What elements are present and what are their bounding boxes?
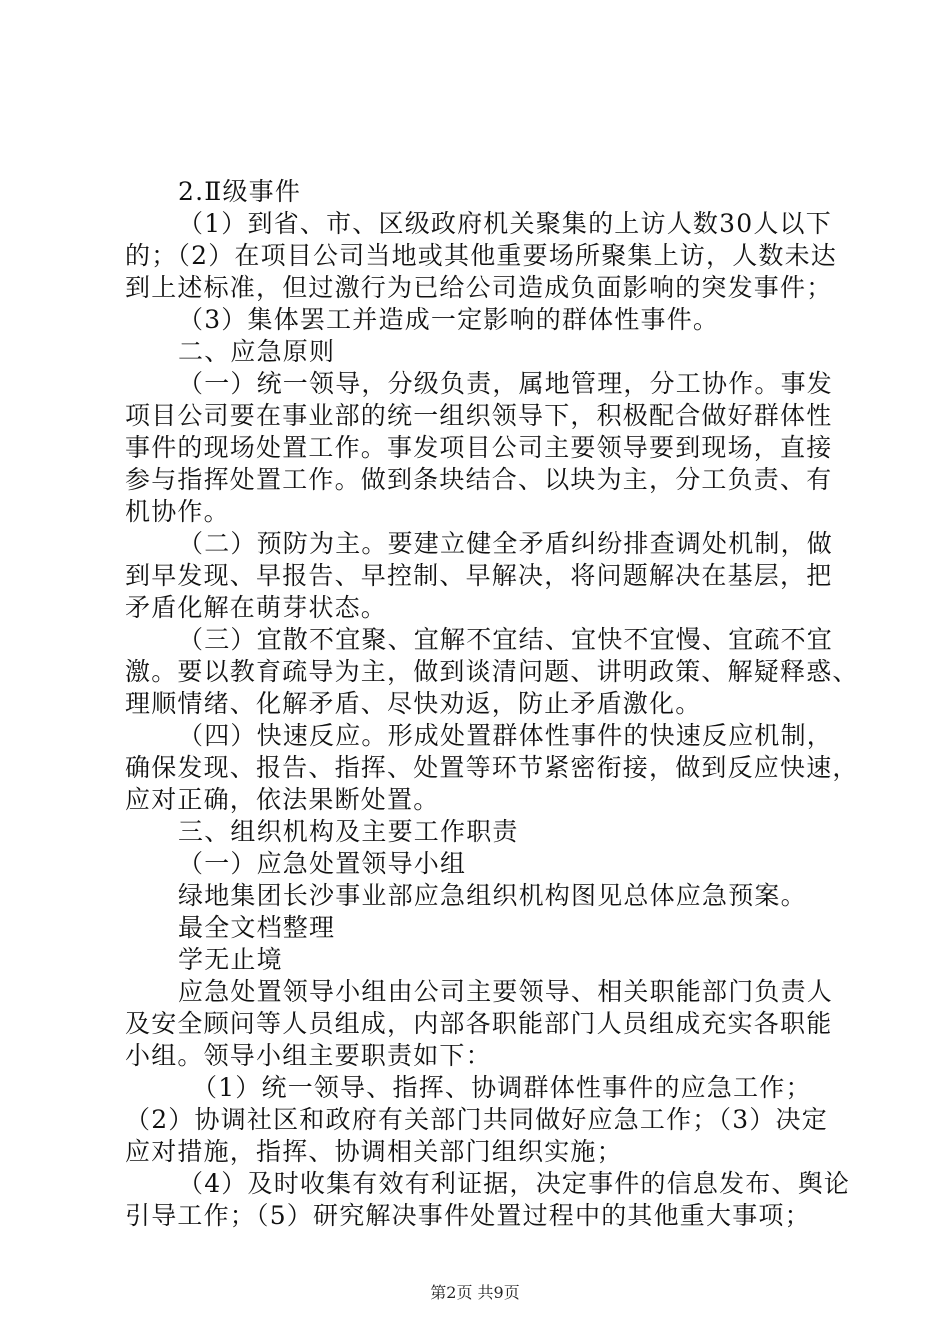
paragraph-line: 事件的现场处置工作。事发项目公司主要领导要到现场，直接 bbox=[125, 433, 833, 462]
paragraph-line: 参与指挥处置工作。做到条块结合、以块为主，分工负责、有 bbox=[125, 465, 833, 494]
paragraph-line: （1）统一领导、指挥、协调群体性事件的应急工作； bbox=[192, 1073, 812, 1102]
watermark-text-line: 学无止境 bbox=[178, 945, 283, 974]
paragraph-line: （2）协调社区和政府有关部门共同做好应急工作；（3）决定 bbox=[125, 1105, 828, 1134]
paragraph-line: 应对措施，指挥、协调相关部门组织实施； bbox=[125, 1137, 623, 1166]
paragraph-line: 引导工作；（5）研究解决事件处置过程中的其他重大事项； bbox=[125, 1201, 811, 1230]
watermark-text-line: 最全文档整理 bbox=[178, 913, 336, 942]
paragraph-line: 项目公司要在事业部的统一组织领导下，积极配合做好群体性 bbox=[125, 401, 833, 430]
section-heading-emergency-principles: 二、应急原则 bbox=[178, 337, 336, 366]
paragraph-line: 到上述标准，但过激行为已给公司造成负面影响的突发事件； bbox=[125, 273, 833, 302]
paragraph-line: （1）到省、市、区级政府机关聚集的上访人数30人以下 bbox=[178, 209, 832, 238]
paragraph-line: 小组。领导小组主要职责如下： bbox=[125, 1041, 492, 1070]
paragraph-line: 应对正确，依法果断处置。 bbox=[125, 785, 440, 814]
paragraph-line: 的；（2）在项目公司当地或其他重要场所聚集上访，人数未达 bbox=[125, 241, 838, 270]
paragraph-line: 应急处置领导小组由公司主要领导、相关职能部门负责人 bbox=[178, 977, 834, 1006]
section-heading-level2-event: 2.Ⅱ级事件 bbox=[178, 177, 302, 206]
paragraph-line: （4）及时收集有效有利证据，决定事件的信息发布、舆论 bbox=[178, 1169, 851, 1198]
paragraph-line: 激。要以教育疏导为主，做到谈清问题、讲明政策、解疑释惑、 bbox=[125, 657, 859, 686]
page-number-footer: 第2页 共9页 bbox=[430, 1283, 520, 1302]
paragraph-line: （一）统一领导，分级负责，属地管理，分工协作。事发 bbox=[178, 369, 834, 398]
paragraph-line: 确保发现、报告、指挥、处置等环节紧密衔接，做到反应快速， bbox=[125, 753, 859, 782]
paragraph-line: （3）集体罢工并造成一定影响的群体性事件。 bbox=[178, 305, 720, 334]
paragraph-line: 机协作。 bbox=[125, 497, 230, 526]
paragraph-line: 绿地集团长沙事业部应急组织机构图见总体应急预案。 bbox=[178, 881, 807, 910]
paragraph-line: （二）预防为主。要建立健全矛盾纠纷排查调处机制，做 bbox=[178, 529, 834, 558]
paragraph-line: 矛盾化解在萌芽状态。 bbox=[125, 593, 388, 622]
section-heading-organization: 三、组织机构及主要工作职责 bbox=[178, 817, 519, 846]
paragraph-line: 理顺情绪、化解矛盾、尽快劝返，防止矛盾激化。 bbox=[125, 689, 702, 718]
paragraph-line: （三）宜散不宜聚、宜解不宜结、宜快不宜慢、宜疏不宜 bbox=[178, 625, 834, 654]
paragraph-line: 到早发现、早报告、早控制、早解决，将问题解决在基层，把 bbox=[125, 561, 833, 590]
paragraph-line: （四）快速反应。形成处置群体性事件的快速反应机制， bbox=[178, 721, 834, 750]
paragraph-line: 及安全顾问等人员组成，内部各职能部门人员组成充实各职能 bbox=[125, 1009, 833, 1038]
subsection-heading-leading-group: （一）应急处置领导小组 bbox=[178, 849, 467, 878]
